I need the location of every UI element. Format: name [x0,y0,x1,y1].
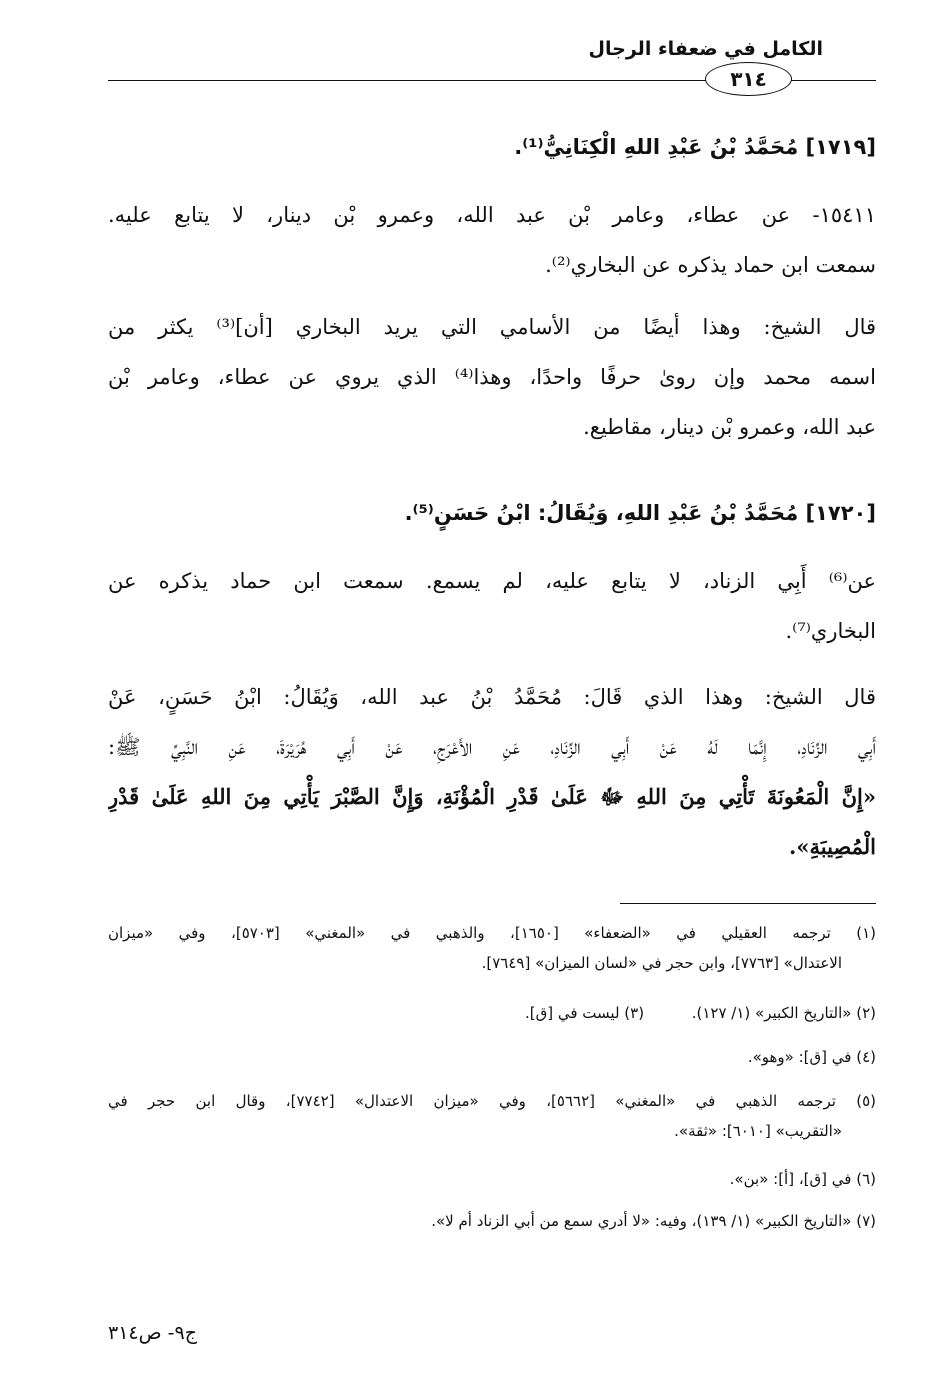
sheikh-comment-1 [108,302,876,452]
footnote-6 [108,1164,876,1194]
hadith-line: «إِنَّ الْمَعُونَةَ تَأْتِي مِنَ اللهِ ﷻ عَلَىٰ قَدْرِ الْمُؤْنَةِ، وَإِنَّ الصَّبْرَ يَأْتِي مِنَ اللهِ عَلَىٰ قَدْرِ [108,784,876,809]
volume-page-marker: ج٩- ص٣١٤ [108,1322,197,1344]
text-line: عن⁽⁶⁾ أَبِي الزناد، لا يتابع عليه، لم يسمع. سمعت ابن حماد يذكره عن [108,569,876,593]
text-line: اسمه محمد وإن روىٰ حرفًا واحدًا، وهذا⁽⁴⁾ الذي يروي عن عطاء، وعامر بْن [108,365,876,389]
text-line: عبد الله، وعمرو بْن دينار، مقاطيع. [583,415,876,439]
footnote-line: (١) ترجمه العقيلي في «الضعفاء» [١٦٥٠]، والذهبي في «المغني» [٥٧٠٣]، وفي «ميزان [108,924,876,942]
text-line: ١٥٤١١- عن عطاء، وعامر بْن عبد الله، وعمرو بْن دينار، لا يتابع عليه. [108,203,876,227]
footnote-line: (٧) «التاريخ الكبير» (١/ ١٣٩)، وفيه: «لا أدري سمع من أبي الزناد أم لا». [431,1212,876,1230]
footnote-7 [108,1206,876,1236]
footnote-line: الاعتدال» [٧٧٦٣]، وابن حجر في «لسان الميزان» [٧٦٤٩]. [481,954,842,972]
entry-heading: [١٧١٩] مُحَمَّدُ بْنُ عَبْدِ اللهِ الْكِنَانِيُّ⁽¹⁾. [514,135,876,159]
page-number-badge [705,62,792,96]
entry-1720 [108,488,876,538]
entry-heading: [١٧٢٠] مُحَمَّدُ بْنُ عَبْدِ اللهِ، وَيُقَالُ: ابْنُ حَسَنٍ⁽⁵⁾. [404,501,876,525]
page-number: ٣١٤ [730,67,767,91]
footnote-line: (٥) ترجمه الذهبي في «المغني» [٥٦٦٢]، وفي «ميزان الاعتدال» [٧٧٤٢]، وقال ابن حجر في [108,1092,876,1110]
entry-1719 [108,122,876,172]
footnote-5 [108,1086,876,1146]
footnote-line: (٤) في [ق]: «وهو». [747,1048,876,1066]
footnote-rule [620,903,876,904]
entry-1719-text [108,190,876,290]
text-line: البخاري⁽⁷⁾. [785,619,876,643]
footnote-4 [108,1042,876,1072]
hadith-line: الْمُصِيبَةِ». [789,834,876,859]
footnote-line: «التقريب» [٦٠١٠]: «ثقة». [674,1122,842,1140]
footnote-line: (٦) في [ق]، [أ]: «بن». [729,1170,876,1188]
sheikh-comment-2 [108,672,876,872]
text-line: قال الشيخ: وهذا الذي قَالَ: مُحَمَّدُ بْنُ عبد الله، وَيُقَالُ: ابْنُ حَسَنٍ، عَنْ [108,685,876,709]
text-line: قال الشيخ: وهذا أيضًا من الأسامي التي يريد البخاري [أن]⁽³⁾ يكثر من [108,315,876,339]
text-line: أَبِي الزِّنَادِ، إِنَّمَا لَهُ عَنْ أَبِي الزِّنَادِ، عَنِ الأَعْرَجِ، عَنْ أَبِي هُرَيْرَةَ، عَنِ النَّبِيِّ ﷺ: [108,735,876,759]
entry-1720-text [108,556,876,656]
footnote-1 [108,918,876,978]
text-line: سمعت ابن حماد يذكره عن البخاري⁽²⁾. [545,253,876,277]
footnote-line: (٢) «التاريخ الكبير» (١/ ١٢٧). (٣) ليست في [ق]. [524,1004,876,1022]
footnote-2-3 [108,998,876,1028]
running-header-title: الكامل في ضعفاء الرجال [588,38,823,60]
